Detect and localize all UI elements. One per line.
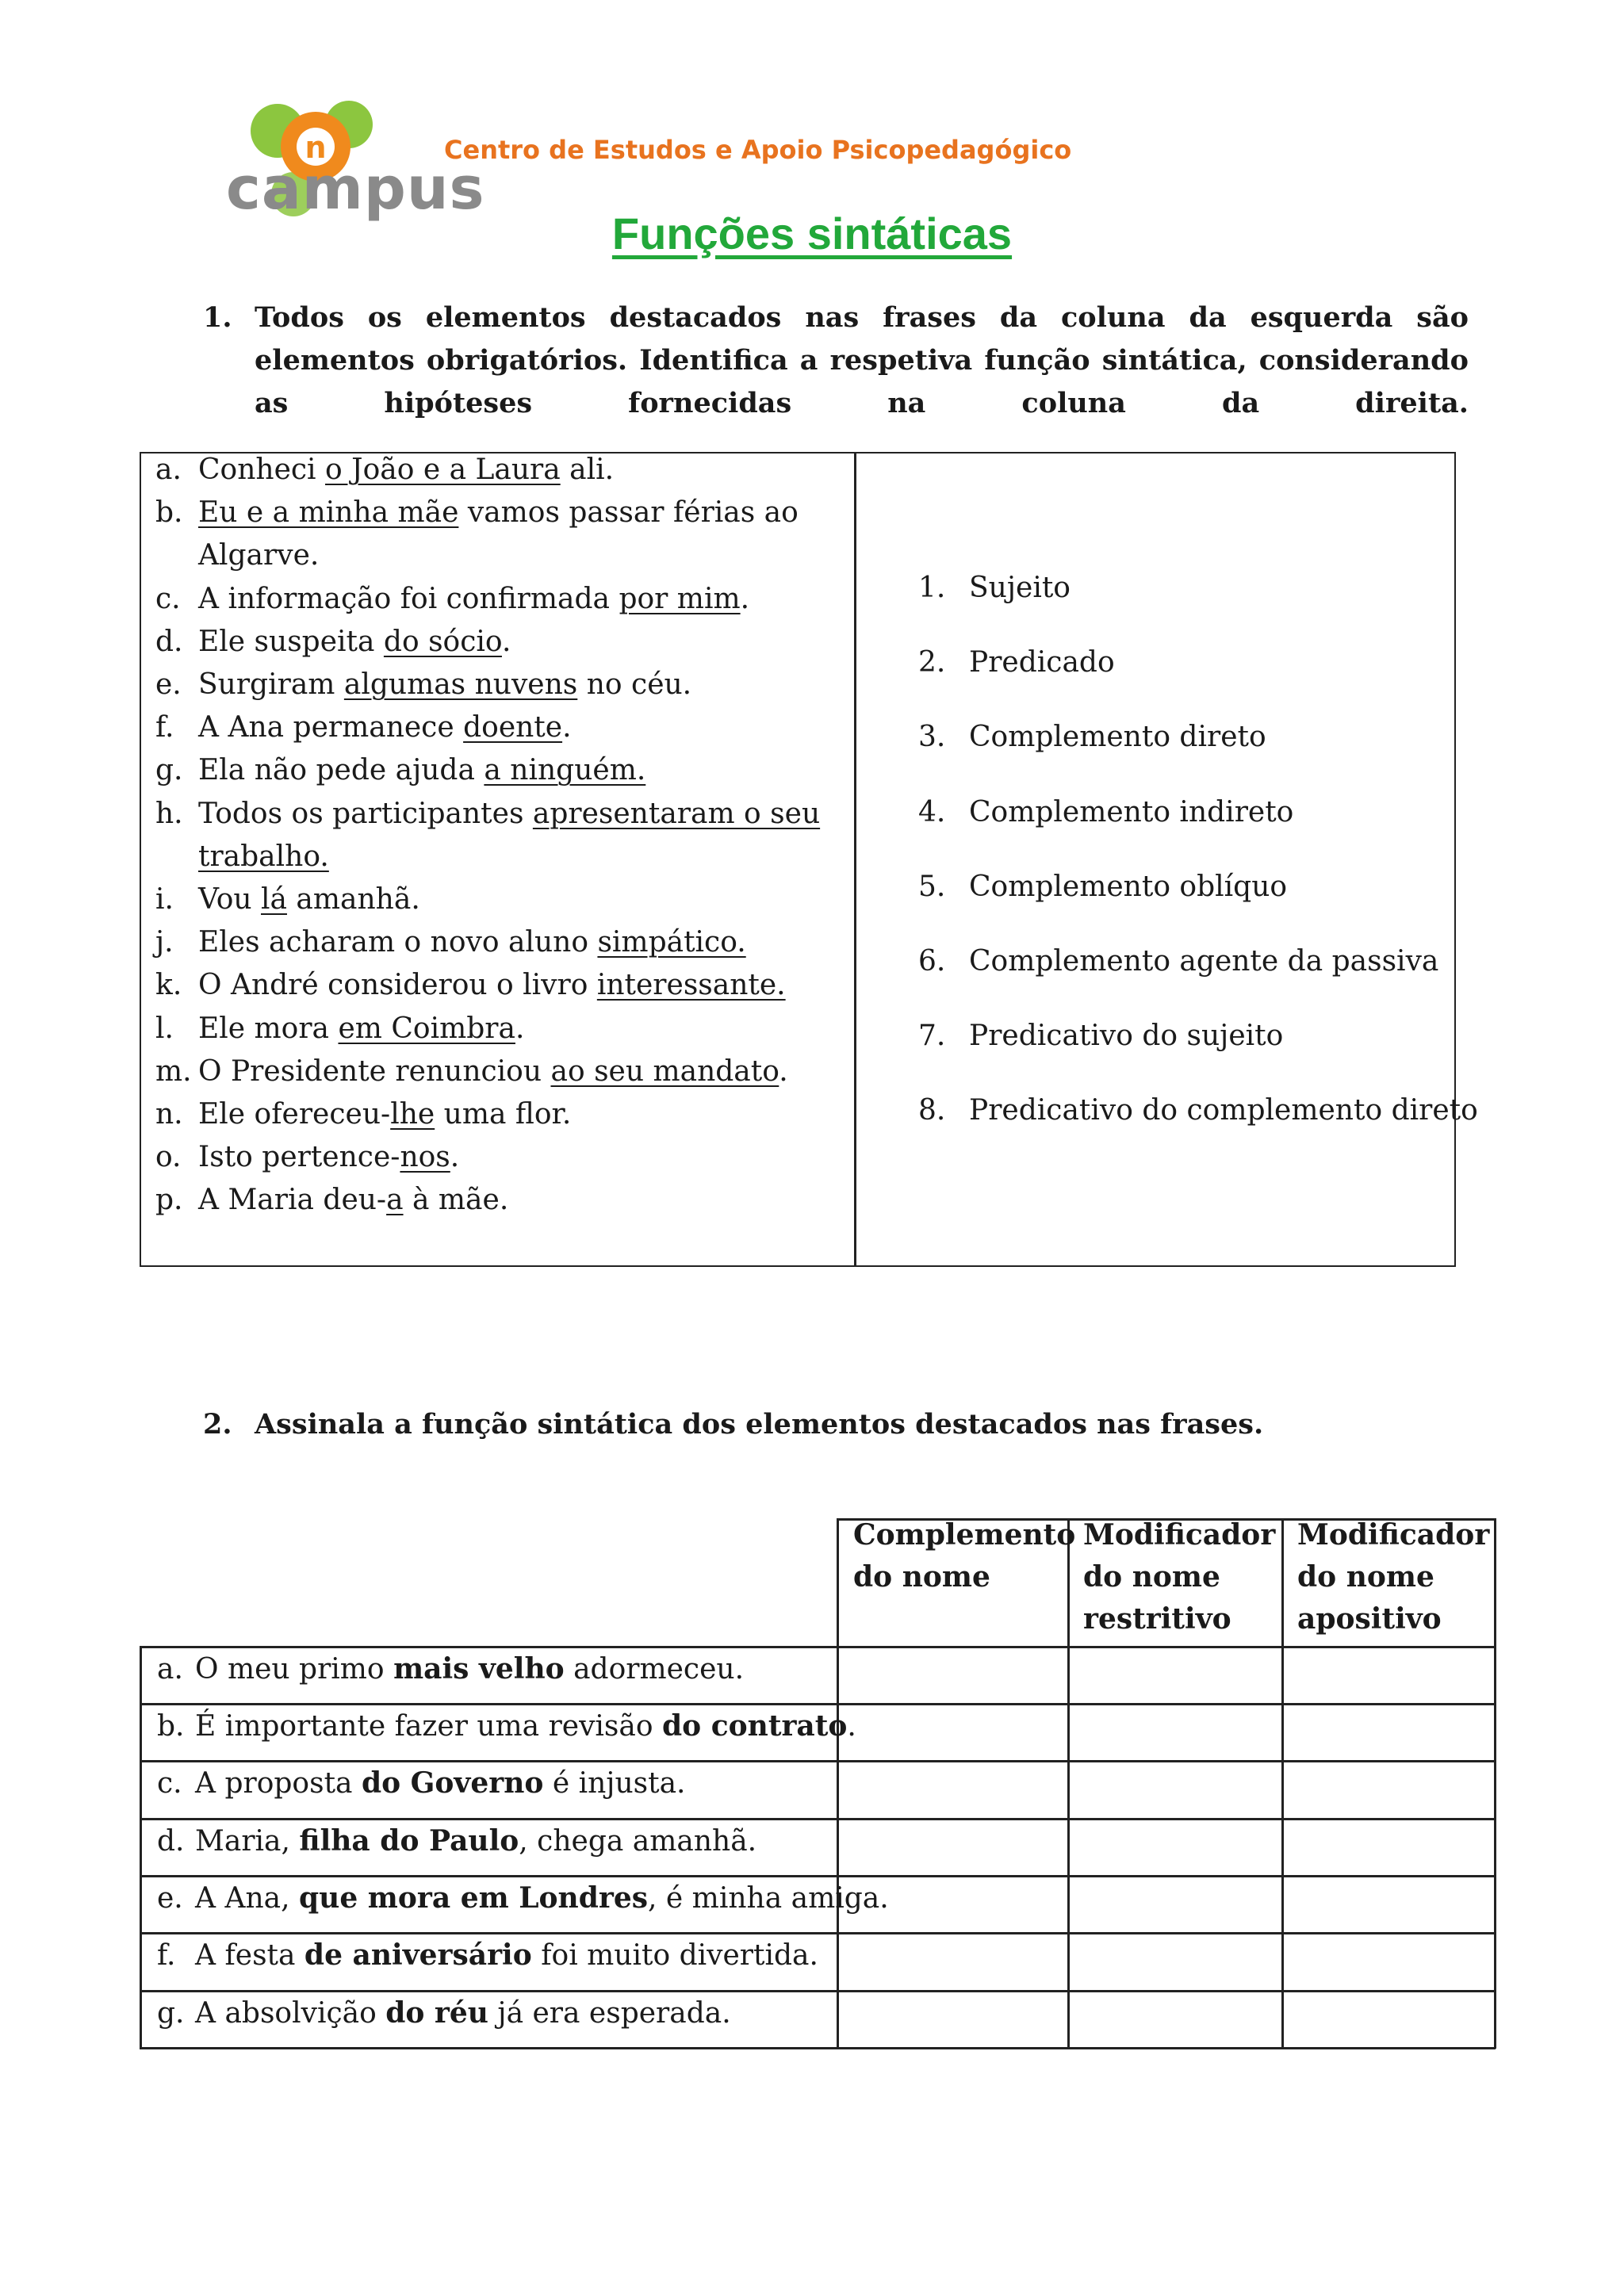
table-row — [157, 1706, 856, 1747]
option-number: 7. — [918, 1020, 946, 1053]
table-row — [157, 1763, 685, 1804]
sentence-text — [198, 926, 746, 959]
sentence-item — [155, 1136, 853, 1179]
option-number: 1. — [918, 572, 946, 604]
sentence-part: A absolvição — [195, 1997, 386, 2030]
sentence-item — [155, 921, 853, 964]
sentence-text — [198, 668, 691, 701]
item-letter: n. — [155, 1098, 183, 1131]
sentence-part: já era esperada. — [488, 1997, 731, 2030]
exercise-1-instruction — [203, 297, 1469, 468]
highlighted-element: nos — [400, 1141, 450, 1174]
sentence-part: . — [779, 1054, 788, 1088]
sentence-part: A Ana permanece — [198, 711, 464, 744]
sentence-part: à mãe. — [403, 1184, 509, 1217]
sentence-item — [155, 878, 853, 921]
sentence-part: , é minha amiga. — [648, 1882, 889, 1915]
highlighted-element: a ninguém. — [484, 754, 646, 787]
sentence-text — [198, 1184, 508, 1216]
item-letter: d. — [155, 625, 183, 658]
table-divider — [854, 452, 856, 1267]
sentence-part: Isto pertence- — [198, 1141, 400, 1174]
sentence-text — [198, 883, 420, 916]
table-row — [157, 1821, 756, 1862]
option-label: Complemento oblíquo — [969, 870, 1288, 903]
highlighted-element: do Governo — [361, 1766, 544, 1800]
exercise-number: 2. — [203, 1408, 232, 1441]
item-letter: d. — [157, 1825, 185, 1858]
highlighted-element: interessante. — [596, 969, 786, 1002]
table-line — [140, 1703, 1496, 1705]
sentence-item — [155, 749, 853, 792]
sentence-part: ali. — [560, 453, 615, 486]
highlighted-element: lhe — [390, 1098, 435, 1131]
instruction-text: Assinala a função sintática dos elementos destacados nas frases. — [255, 1408, 1264, 1441]
item-letter: f. — [155, 711, 174, 744]
table-line — [1494, 1518, 1496, 2049]
sentence-item — [155, 1050, 853, 1093]
item-letter: i. — [155, 883, 174, 916]
item-letter: j. — [155, 926, 174, 959]
table-row — [157, 1878, 889, 1919]
sentence-text — [198, 626, 511, 658]
highlighted-element: Eu e a minha mãe — [198, 496, 459, 530]
table-line — [140, 1760, 1496, 1762]
sentence-part: A Ana, — [195, 1882, 299, 1915]
table-line — [140, 1646, 142, 2049]
table-line — [140, 1818, 1496, 1820]
highlighted-element: mais velho — [393, 1652, 565, 1686]
highlighted-element: o João e a Laura — [325, 453, 561, 486]
sentence-text — [198, 1141, 459, 1173]
sentence-item — [155, 1008, 853, 1050]
column-header-modificador-apositivo: Modificador do nome apositivo — [1297, 1518, 1490, 1636]
option-number: 6. — [918, 944, 946, 978]
item-letter: g. — [157, 1997, 185, 2030]
option-label: Predicado — [969, 646, 1115, 679]
sentence-list — [155, 449, 853, 1223]
option-label: Predicativo do sujeito — [969, 1020, 1284, 1053]
option-label: Complemento agente da passiva — [969, 944, 1439, 978]
sentence-part: Surgiram — [198, 668, 344, 702]
function-option — [918, 1089, 1478, 1164]
function-options-list — [918, 567, 1478, 1165]
sentence-part: Ele ofereceu- — [198, 1098, 391, 1131]
sentence-part: amanhã. — [286, 883, 420, 916]
table-row — [157, 1649, 744, 1689]
table-line — [140, 2047, 1496, 2049]
exercise-2-instruction — [203, 1403, 1469, 1446]
option-number: 5. — [918, 870, 946, 903]
page-title: Funções sintáticas — [611, 209, 1013, 258]
item-letter: b. — [157, 1710, 185, 1743]
sentence-item — [155, 793, 853, 878]
sentence-part: A informação foi confirmada — [198, 582, 619, 615]
sentence-part: A proposta — [195, 1767, 362, 1800]
highlighted-element: por mim — [619, 582, 741, 615]
table-line — [140, 1990, 1496, 1992]
svg-text:n: n — [304, 130, 327, 165]
sentence-part: adormeceu. — [564, 1653, 745, 1686]
highlighted-element: de aniversário — [304, 1938, 532, 1972]
item-letter: l. — [155, 1012, 174, 1045]
item-letter: h. — [155, 797, 183, 830]
sentence-part: , chega amanhã. — [519, 1825, 757, 1858]
sentence-text — [198, 1055, 788, 1088]
sentence-part: no céu. — [577, 668, 692, 702]
sentence-text — [198, 496, 799, 572]
sentence-part: Eles acharam o novo aluno — [198, 926, 598, 959]
sentence-text — [198, 711, 572, 744]
sentence-text — [198, 754, 645, 786]
function-option — [918, 1015, 1478, 1089]
sentence-item — [155, 664, 853, 706]
item-letter: m. — [155, 1054, 192, 1088]
sentence-text — [198, 1098, 571, 1131]
item-letter: b. — [155, 496, 183, 530]
item-letter: k. — [155, 969, 182, 1002]
sentence-part: . — [450, 1141, 460, 1174]
table-line — [140, 1646, 1496, 1648]
highlighted-element: do réu — [385, 1996, 488, 2030]
highlighted-element: a — [386, 1184, 404, 1217]
table-line — [140, 1932, 1496, 1934]
highlighted-element: algumas nuvens — [343, 668, 578, 702]
logo-text: campus — [226, 155, 485, 223]
sentence-part: é injusta. — [543, 1767, 686, 1800]
sentence-part: O meu primo — [195, 1653, 394, 1686]
highlighted-element: apresentaram o seu trabalho. — [198, 797, 821, 873]
center-name: Centro de Estudos e Apoio Psicopedagógico — [444, 135, 1072, 165]
sentence-part: Todos os participantes — [198, 797, 533, 830]
sentence-part: uma flor. — [435, 1098, 572, 1131]
option-number: 4. — [918, 795, 946, 828]
highlighted-element: do sócio — [383, 625, 502, 658]
sentence-item — [155, 578, 853, 621]
sentence-text — [198, 453, 614, 486]
table-line — [140, 1875, 1496, 1877]
function-option — [918, 940, 1478, 1015]
table-line — [837, 1518, 839, 2049]
column-header-modificador-restritivo: Modificador do nome restritivo — [1083, 1518, 1276, 1636]
function-option — [918, 791, 1478, 866]
table-line — [1281, 1518, 1284, 2049]
sentence-item — [155, 964, 853, 1007]
sentence-item — [155, 706, 853, 749]
sentence-part: A Maria deu- — [198, 1184, 387, 1217]
sentence-item — [155, 621, 853, 664]
item-letter: e. — [157, 1882, 183, 1915]
item-letter: a. — [155, 453, 182, 486]
sentence-part: Conheci — [198, 453, 326, 486]
sentence-part: . — [515, 1012, 525, 1045]
item-letter: e. — [155, 668, 182, 702]
highlighted-element: doente — [463, 711, 563, 744]
sentence-part: A festa — [195, 1939, 304, 1972]
highlighted-element: lá — [261, 883, 287, 916]
option-number: 3. — [918, 721, 946, 754]
sentence-part: O André considerou o livro — [198, 969, 597, 1002]
sentence-item — [155, 1093, 853, 1136]
sentence-text — [198, 969, 786, 1001]
sentence-text — [198, 798, 820, 873]
table-row — [157, 1993, 731, 2034]
sentence-part: Ele mora — [198, 1012, 339, 1045]
sentence-part: Maria, — [195, 1825, 300, 1858]
item-letter: p. — [155, 1184, 183, 1217]
highlighted-element: que mora em Londres — [298, 1881, 649, 1915]
table-row — [157, 1935, 818, 1976]
sentence-part: . — [562, 711, 572, 744]
highlighted-element: do contrato — [662, 1709, 848, 1743]
function-option — [918, 641, 1478, 716]
sentence-part: É importante fazer uma revisão — [195, 1710, 662, 1743]
instruction-text: Todos os elementos destacados nas frases da coluna da esquerda são elementos obrigatórios. Identifica a respetiva função sintática, considerando as hipóteses fornecidas na coluna da direita. — [255, 301, 1469, 419]
sentence-item — [155, 1179, 853, 1222]
function-option — [918, 716, 1478, 790]
sentence-part: Vou — [198, 883, 261, 916]
item-letter: f. — [157, 1939, 176, 1972]
sentence-part: . — [501, 625, 511, 658]
option-number: 8. — [918, 1094, 946, 1127]
sentence-part: . — [847, 1710, 856, 1743]
item-letter: c. — [155, 582, 181, 615]
sentence-part: foi muito divertida. — [531, 1939, 818, 1972]
highlighted-element: filha do Paulo — [299, 1824, 519, 1858]
sentence-part: . — [740, 582, 750, 615]
sentence-text — [198, 583, 749, 615]
highlighted-element: em Coimbra — [338, 1012, 515, 1045]
sentence-part: Ele suspeita — [198, 625, 384, 658]
item-letter: a. — [157, 1653, 183, 1686]
exercise-number: 1. — [203, 301, 232, 334]
sentence-item — [155, 492, 853, 577]
item-letter: c. — [157, 1767, 182, 1800]
option-label: Predicativo do complemento direto — [969, 1094, 1478, 1127]
option-label: Complemento direto — [969, 721, 1266, 754]
highlighted-element: ao seu mandato — [550, 1054, 779, 1088]
highlighted-element: simpático. — [597, 926, 746, 959]
option-number: 2. — [918, 646, 946, 679]
sentence-part: O Presidente renunciou — [198, 1054, 551, 1088]
function-option — [918, 866, 1478, 940]
item-letter: o. — [155, 1141, 182, 1174]
option-label: Sujeito — [969, 572, 1071, 604]
item-letter: g. — [155, 754, 183, 787]
option-label: Complemento indireto — [969, 795, 1294, 828]
sentence-item — [155, 449, 853, 492]
column-header-complemento-nome: Complemento do nome — [853, 1518, 1076, 1594]
function-option — [918, 567, 1478, 641]
sentence-part: vamos passar férias ao Algarve. — [198, 496, 799, 572]
sentence-part: Ela não pede ajuda — [198, 754, 485, 787]
sentence-text — [198, 1012, 524, 1045]
